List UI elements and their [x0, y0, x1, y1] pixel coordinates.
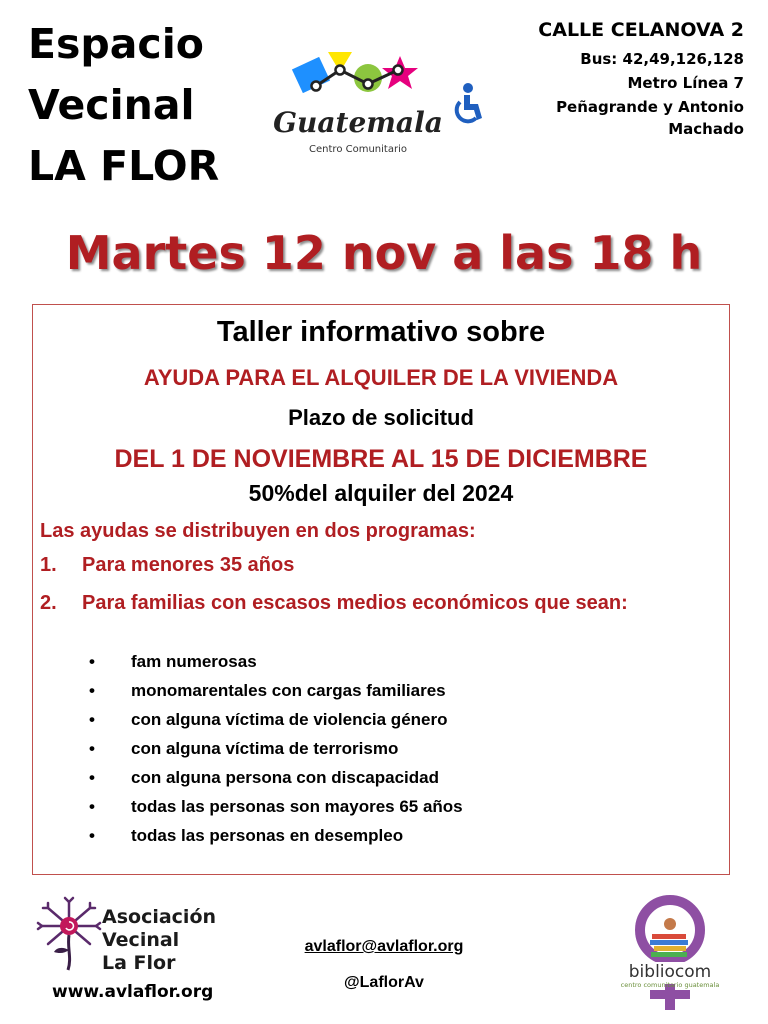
workshop-title: Taller informativo sobre [216, 316, 546, 348]
association-name-line: Asociación [102, 906, 217, 928]
condition-text: fam numerosas [131, 652, 257, 671]
address-block [538, 14, 744, 140]
deadline-label: Plazo de solicitud [288, 405, 474, 430]
book-stack-icon [654, 946, 686, 951]
condition-text: monomarentales con cargas familiares [131, 681, 446, 700]
guatemala-logo [273, 48, 443, 160]
condition-text: con alguna persona con discapacidad [131, 768, 439, 787]
deadline-dates: DEL 1 DE NOVIEMBRE AL 15 DE DICIEMBRE [114, 445, 648, 473]
logo-wordmark: Guatemala [273, 106, 443, 139]
bullet: • [89, 739, 95, 758]
rent-percentage: 50%del alquiler del 2024 [248, 480, 514, 506]
event-date-headline: Martes 12 nov a las 18 h [65, 226, 703, 280]
metro-line: Metro Línea 7 [627, 74, 744, 92]
workshop-info-box [32, 304, 730, 875]
flower-logo-icon [34, 896, 104, 972]
bullet: • [89, 652, 95, 671]
condition-text: todas las personas son mayores 65 años [131, 797, 463, 816]
association-name-line: La Flor [102, 952, 176, 974]
book-stack-icon [652, 934, 686, 939]
reader-figure-icon [664, 918, 676, 930]
book-stack-icon [650, 940, 688, 945]
metro-stations-cont: Machado [668, 120, 744, 138]
logo-node [364, 80, 373, 89]
social-handle: @LaflorAv [344, 974, 424, 991]
condition-text: con alguna víctima de violencia género [131, 710, 448, 729]
wheelchair-icon [448, 82, 486, 126]
logo-node [336, 66, 345, 75]
bullet: • [89, 768, 95, 787]
bullet: • [89, 681, 95, 700]
venue-title-line: LA FLOR [28, 142, 220, 190]
bibliocom-subtext: centro comunitario guatemala [620, 981, 720, 989]
bibliocom-wordmark: bibliocom [628, 962, 712, 982]
venue-title-line: Espacio [28, 20, 204, 68]
bus-lines: Bus: 42,49,126,128 [580, 50, 744, 68]
workshop-subject: AYUDA PARA EL ALQUILER DE LA VIVIENDA [143, 365, 619, 390]
logo-node [394, 66, 403, 75]
bullet: • [89, 710, 95, 729]
female-symbol-bar [650, 990, 690, 999]
bullet: • [89, 797, 95, 816]
website-link[interactable]: www.avlaflor.org [52, 982, 214, 1002]
metro-stations: Peñagrande y Antonio [556, 98, 744, 116]
logo-node [312, 82, 321, 91]
bibliocom-logo [614, 890, 726, 1014]
program-number: 2. [40, 592, 57, 614]
programs-intro: Las ayudas se distribuyen en dos programas: [40, 520, 476, 542]
program-text: Para menores 35 años [82, 554, 295, 576]
program-number: 1. [40, 554, 57, 576]
condition-text: con alguna víctima de terrorismo [131, 739, 399, 758]
logo-subtext: Centro Comunitario [309, 144, 407, 155]
condition-text: todas las personas en desempleo [131, 826, 404, 845]
bullet: • [89, 826, 95, 845]
street-address: CALLE CELANOVA 2 [538, 19, 744, 41]
association-name-line: Vecinal [102, 929, 180, 951]
email-link[interactable]: avlaflor@avlaflor.org [304, 938, 464, 955]
book-stack-icon [651, 952, 687, 957]
venue-title [28, 14, 258, 197]
program-text: Para familias con escasos medios económicos que sean: [82, 592, 628, 614]
venue-title-line: Vecinal [28, 81, 195, 129]
